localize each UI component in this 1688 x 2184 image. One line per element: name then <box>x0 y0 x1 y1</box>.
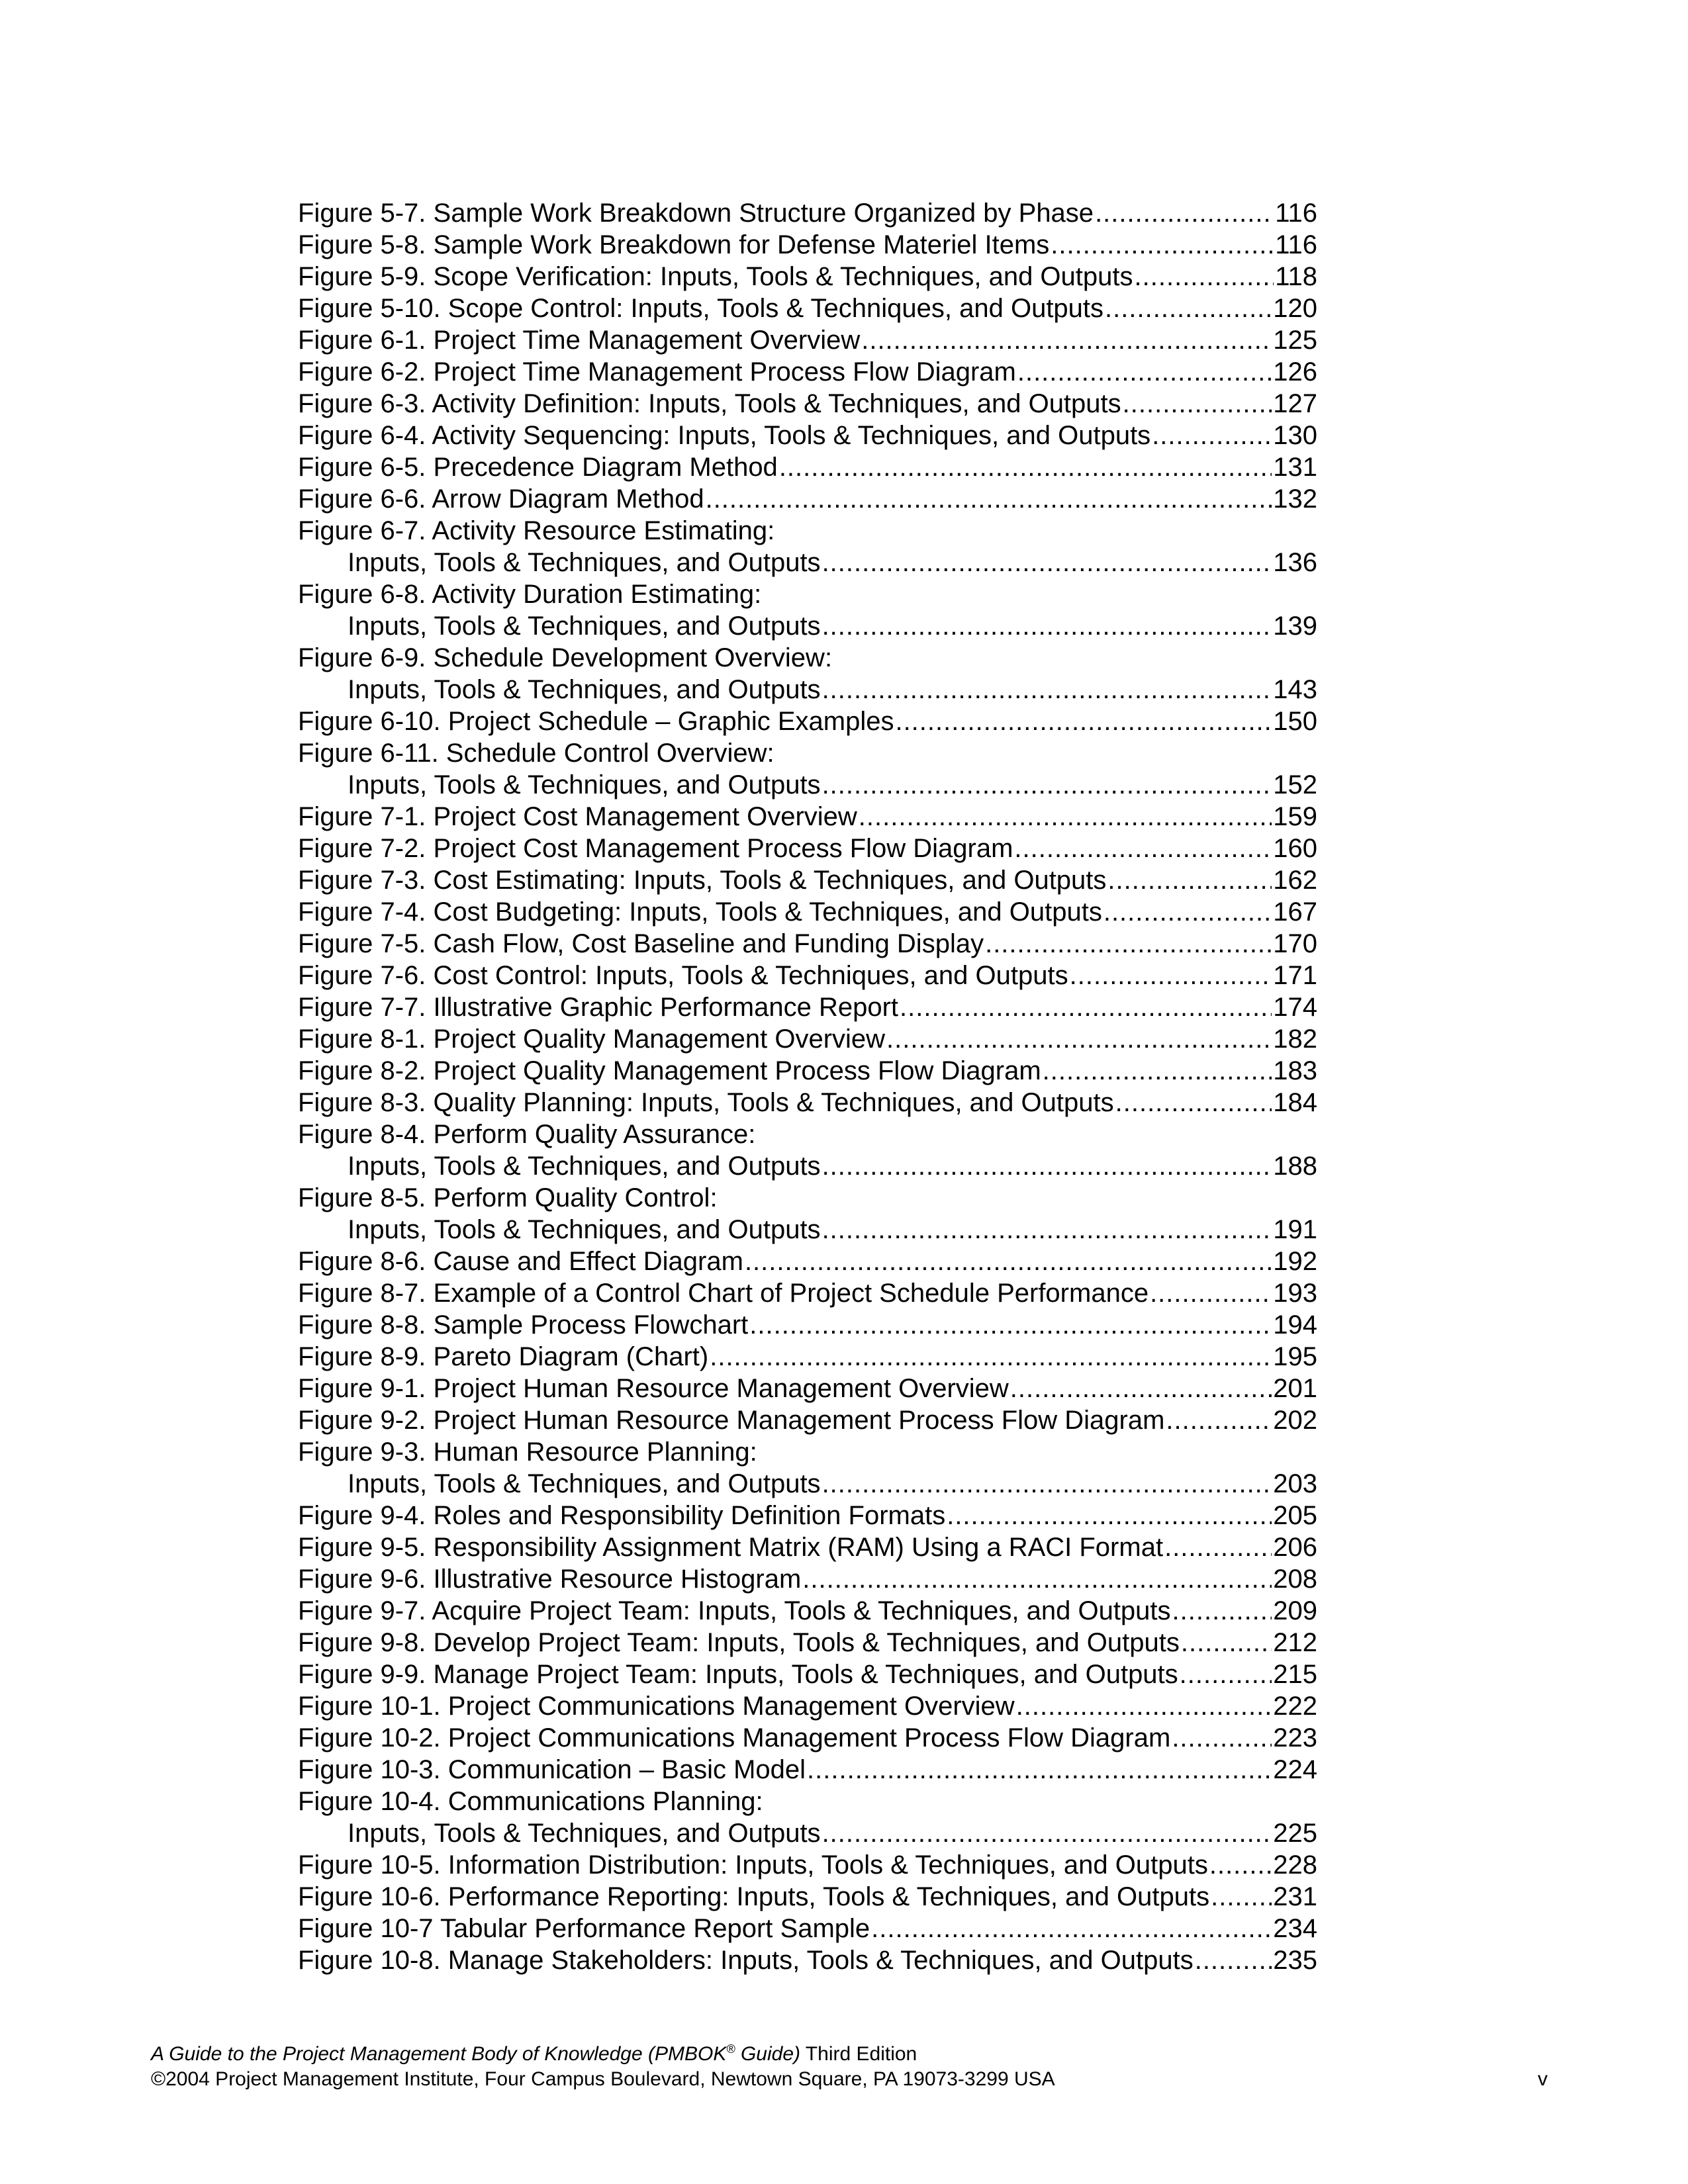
toc-entry-page: 184 <box>1273 1088 1317 1117</box>
dot-leader <box>1172 1722 1272 1754</box>
toc-entry-title: Inputs, Tools & Techniques, and Outputs <box>348 1469 821 1498</box>
toc-entry-page: 132 <box>1273 484 1317 514</box>
toc-entry[interactable] <box>298 1722 1317 1754</box>
toc-entry-title: Figure 9-7. Acquire Project Team: Inputs, Tools & Techniques, and Outputs <box>298 1596 1171 1625</box>
dot-leader <box>822 1468 1272 1500</box>
toc-entry-title: Inputs, Tools & Techniques, and Outputs <box>348 612 821 641</box>
toc-entry-page: 205 <box>1273 1501 1317 1530</box>
dot-leader <box>1105 293 1272 324</box>
toc-entry-title: Figure 5-9. Scope Verification: Inputs, Tools & Techniques, and Outputs <box>298 262 1133 291</box>
toc-entry[interactable] <box>298 1817 1317 1849</box>
toc-entry[interactable] <box>298 1627 1317 1659</box>
toc-entry[interactable] <box>298 1118 1317 1150</box>
toc-entry-title: Figure 10-7 Tabular Performance Report Sample <box>298 1914 870 1943</box>
toc-entry-page: 171 <box>1273 961 1317 990</box>
toc-entry[interactable] <box>298 1881 1317 1913</box>
toc-entry[interactable] <box>298 197 1317 229</box>
toc-entry-page: 152 <box>1273 770 1317 799</box>
toc-entry[interactable] <box>298 801 1317 833</box>
toc-entry[interactable] <box>298 1468 1317 1500</box>
toc-entry[interactable] <box>298 1023 1317 1055</box>
dot-leader <box>822 769 1272 801</box>
toc-entry-page: 150 <box>1273 707 1317 736</box>
dot-leader <box>779 451 1272 483</box>
toc-entry[interactable] <box>298 1754 1317 1786</box>
toc-entry-title: Figure 8-8. Sample Process Flowchart <box>298 1310 749 1340</box>
toc-entry-title: Inputs, Tools & Techniques, and Outputs <box>348 1215 821 1244</box>
toc-entry[interactable] <box>298 960 1317 991</box>
dot-leader <box>861 324 1272 356</box>
dot-leader <box>749 1309 1272 1341</box>
dot-leader <box>1123 388 1272 420</box>
toc-entry-page: 193 <box>1273 1279 1317 1308</box>
dot-leader <box>822 1150 1272 1182</box>
toc-entry[interactable] <box>298 578 1317 610</box>
toc-entry[interactable] <box>298 261 1317 293</box>
toc-entry[interactable] <box>298 229 1317 261</box>
toc-entry[interactable] <box>298 991 1317 1023</box>
toc-entry-page: 202 <box>1273 1406 1317 1435</box>
toc-entry-title: Figure 6-5. Precedence Diagram Method <box>298 453 778 482</box>
dot-leader <box>886 1023 1272 1055</box>
toc-entry-title: Figure 8-7. Example of a Control Chart of Project Schedule Performance <box>298 1279 1149 1308</box>
toc-entry-page: 224 <box>1273 1755 1317 1784</box>
page-number: v <box>1538 2068 1548 2090</box>
footer-title-prefix: A Guide to the Project Management Body of Knowledge (PMBOK <box>151 2043 727 2065</box>
toc-entry[interactable] <box>298 1786 1317 1817</box>
toc-entry[interactable] <box>298 1849 1317 1881</box>
toc-entry-title: Figure 7-4. Cost Budgeting: Inputs, Tools & Techniques, and Outputs <box>298 897 1102 927</box>
toc-entry-page: 231 <box>1273 1882 1317 1911</box>
toc-entry[interactable] <box>298 705 1317 737</box>
toc-entry-title: Figure 9-6. Illustrative Resource Histogram <box>298 1565 802 1594</box>
toc-entry[interactable] <box>298 324 1317 356</box>
dot-leader <box>1107 864 1272 896</box>
dot-leader <box>706 483 1272 515</box>
toc-entry-title: Figure 9-5. Responsibility Assignment Matrix (RAM) Using a RACI Format <box>298 1533 1164 1562</box>
toc-entry-page: 116 <box>1275 230 1317 259</box>
toc-entry[interactable] <box>298 833 1317 864</box>
toc-entry-page: 209 <box>1273 1596 1317 1625</box>
dot-leader <box>1103 896 1272 928</box>
toc-entry-title: Inputs, Tools & Techniques, and Outputs <box>348 675 821 704</box>
toc-entry[interactable] <box>298 1913 1317 1944</box>
toc-entry[interactable] <box>298 1150 1317 1182</box>
toc-entry-title: Figure 6-7. Activity Resource Estimating: <box>298 516 775 545</box>
dot-leader <box>1209 1849 1272 1881</box>
toc-entry-page: 136 <box>1273 548 1317 577</box>
toc-entry[interactable] <box>298 483 1317 515</box>
toc-entry-page: 116 <box>1275 199 1317 228</box>
dot-leader <box>1181 1627 1272 1659</box>
dot-leader <box>900 991 1272 1023</box>
toc-entry-page: 188 <box>1273 1152 1317 1181</box>
dot-leader <box>822 610 1272 642</box>
dot-leader <box>802 1563 1272 1595</box>
page-footer <box>151 2042 1548 2092</box>
toc-entry[interactable] <box>298 1404 1317 1436</box>
toc-entry-title: Figure 9-2. Project Human Resource Management Process Flow Diagram <box>298 1406 1165 1435</box>
toc-entry-title: Figure 6-3. Activity Definition: Inputs, Tools & Techniques, and Outputs <box>298 389 1121 418</box>
toc-entry-title: Figure 7-7. Illustrative Graphic Performance Report <box>298 993 899 1022</box>
toc-entry-title: Figure 7-2. Project Cost Management Process Flow Diagram <box>298 834 1013 863</box>
toc-entry-page: 167 <box>1273 897 1317 927</box>
footer-copyright: ©2004 Project Management Institute, Four Campus Boulevard, Newtown Square, PA 19073-3299 USA <box>151 2068 1055 2090</box>
toc-entry-page: 223 <box>1273 1723 1317 1752</box>
toc-entry-title: Figure 9-1. Project Human Resource Management Overview <box>298 1374 1009 1403</box>
toc-entry-title: Figure 10-2. Project Communications Management Process Flow Diagram <box>298 1723 1171 1752</box>
toc-entry[interactable] <box>298 420 1317 451</box>
toc-entry-page: 195 <box>1273 1342 1317 1371</box>
toc-entry-title: Figure 8-1. Project Quality Management Overview <box>298 1024 886 1054</box>
toc-entry-page: 118 <box>1275 262 1317 291</box>
toc-entry[interactable] <box>298 769 1317 801</box>
dot-leader <box>985 928 1272 960</box>
toc-entry-page: 170 <box>1273 929 1317 958</box>
toc-entry[interactable] <box>298 1309 1317 1341</box>
toc-entry-page: 130 <box>1273 421 1317 450</box>
toc-entry-title: Figure 9-9. Manage Project Team: Inputs, Tools & Techniques, and Outputs <box>298 1660 1178 1689</box>
toc-entry-title: Figure 7-6. Cost Control: Inputs, Tools & Techniques, and Outputs <box>298 961 1068 990</box>
dot-leader <box>822 547 1272 578</box>
dot-leader <box>822 674 1272 705</box>
toc-entry[interactable] <box>298 1373 1317 1404</box>
dot-leader <box>1195 1944 1272 1976</box>
toc-entry[interactable] <box>298 674 1317 705</box>
dot-leader <box>807 1754 1272 1786</box>
footer-edition: Third Edition <box>800 2043 917 2065</box>
toc-entry-page: 206 <box>1273 1533 1317 1562</box>
toc-entry-title: Figure 5-8. Sample Work Breakdown for Defense Materiel Items <box>298 230 1050 259</box>
toc-entry[interactable] <box>298 1277 1317 1309</box>
toc-entry-page: 139 <box>1273 612 1317 641</box>
dot-leader <box>822 1214 1272 1246</box>
toc-entry-title: Figure 6-6. Arrow Diagram Method <box>298 484 704 514</box>
toc-entry[interactable] <box>298 1182 1317 1214</box>
toc-entry-page: 120 <box>1273 294 1317 323</box>
dot-leader <box>1172 1595 1272 1627</box>
dot-leader <box>710 1341 1272 1373</box>
toc-entry-title: Figure 10-5. Information Distribution: Inputs, Tools & Techniques, and Outputs <box>298 1850 1208 1880</box>
footer-book-title <box>151 2042 1548 2067</box>
toc-entry-page: 234 <box>1273 1914 1317 1943</box>
toc-entry-page: 222 <box>1273 1692 1317 1721</box>
toc-entry-page: 228 <box>1273 1850 1317 1880</box>
toc-entry[interactable] <box>298 1690 1317 1722</box>
toc-entry[interactable] <box>298 1500 1317 1531</box>
toc-entry[interactable] <box>298 1341 1317 1373</box>
dot-leader <box>947 1500 1272 1531</box>
toc-entry-title: Inputs, Tools & Techniques, and Outputs <box>348 1152 821 1181</box>
toc-entry-page: 208 <box>1273 1565 1317 1594</box>
dot-leader <box>1043 1055 1272 1087</box>
toc-entry-page: 125 <box>1273 326 1317 355</box>
toc-entry[interactable] <box>298 388 1317 420</box>
dot-leader <box>822 1817 1272 1849</box>
dot-leader <box>1164 1531 1272 1563</box>
dot-leader <box>1016 1690 1272 1722</box>
toc-entry-title: Figure 6-9. Schedule Development Overview: <box>298 643 833 672</box>
toc-entry-title: Figure 6-10. Project Schedule – Graphic Examples <box>298 707 894 736</box>
toc-entry-page: 215 <box>1273 1660 1317 1689</box>
toc-entry-title: Figure 9-4. Roles and Responsibility Definition Formats <box>298 1501 946 1530</box>
footer-title-suffix: Guide) <box>735 2043 801 2065</box>
dot-leader <box>1115 1087 1272 1118</box>
dot-leader <box>871 1913 1272 1944</box>
toc-entry-title: Inputs, Tools & Techniques, and Outputs <box>348 1819 821 1848</box>
dot-leader <box>1051 229 1274 261</box>
toc-entry[interactable] <box>298 610 1317 642</box>
dot-leader <box>1180 1659 1272 1690</box>
toc-entry[interactable] <box>298 1087 1317 1118</box>
toc-entry-page: 212 <box>1273 1628 1317 1657</box>
toc-entry-page: 162 <box>1273 866 1317 895</box>
dot-leader <box>1010 1373 1272 1404</box>
toc-entry-page: 131 <box>1273 453 1317 482</box>
toc-entry-title: Figure 6-8. Activity Duration Estimating: <box>298 580 762 609</box>
toc-entry-title: Figure 10-4. Communications Planning: <box>298 1787 763 1816</box>
toc-entry-page: 160 <box>1273 834 1317 863</box>
dot-leader <box>1017 356 1272 388</box>
toc-entry-title: Figure 8-9. Pareto Diagram (Chart) <box>298 1342 709 1371</box>
dot-leader <box>1095 197 1274 229</box>
dot-leader <box>1152 420 1272 451</box>
dot-leader <box>1070 960 1272 991</box>
registered-mark: ® <box>726 2042 735 2056</box>
toc-entry-title: Inputs, Tools & Techniques, and Outputs <box>348 548 821 577</box>
toc-entry-title: Figure 6-4. Activity Sequencing: Inputs, Tools & Techniques, and Outputs <box>298 421 1151 450</box>
toc-entry[interactable] <box>298 864 1317 896</box>
dot-leader <box>1135 261 1274 293</box>
toc-entry[interactable] <box>298 1944 1317 1976</box>
toc-entry-page: 203 <box>1273 1469 1317 1498</box>
toc-entry-title: Figure 5-10. Scope Control: Inputs, Tools & Techniques, and Outputs <box>298 294 1104 323</box>
toc-entry[interactable] <box>298 515 1317 547</box>
toc-entry[interactable] <box>298 1214 1317 1246</box>
toc-entry-title: Figure 8-4. Perform Quality Assurance: <box>298 1120 756 1149</box>
toc-entry-page: 126 <box>1273 357 1317 387</box>
toc-entry-page: 174 <box>1273 993 1317 1022</box>
toc-entry-title: Figure 6-11. Schedule Control Overview: <box>298 739 774 768</box>
toc-entry-page: 225 <box>1273 1819 1317 1848</box>
toc-entry-page: 191 <box>1273 1215 1317 1244</box>
toc-entry-title: Figure 7-1. Project Cost Management Overview <box>298 802 857 831</box>
toc-entry-title: Figure 9-3. Human Resource Planning: <box>298 1437 757 1467</box>
toc-entry[interactable] <box>298 1436 1317 1468</box>
toc-entry-title: Figure 7-3. Cost Estimating: Inputs, Tools & Techniques, and Outputs <box>298 866 1107 895</box>
toc-entry-page: 235 <box>1273 1946 1317 1975</box>
toc-entry-title: Figure 10-1. Project Communications Management Overview <box>298 1692 1015 1721</box>
toc-entry-page: 201 <box>1273 1374 1317 1403</box>
toc-entry[interactable] <box>298 547 1317 578</box>
toc-entry-title: Figure 8-5. Perform Quality Control: <box>298 1183 718 1212</box>
toc-entry-page: 127 <box>1273 389 1317 418</box>
toc-entry[interactable] <box>298 896 1317 928</box>
toc-entry[interactable] <box>298 293 1317 324</box>
toc-entry-page: 159 <box>1273 802 1317 831</box>
toc-entry[interactable] <box>298 451 1317 483</box>
toc-entry[interactable] <box>298 1531 1317 1563</box>
toc-entry-page: 194 <box>1273 1310 1317 1340</box>
toc-entry-title: Figure 8-3. Quality Planning: Inputs, Tools & Techniques, and Outputs <box>298 1088 1114 1117</box>
dot-leader <box>859 801 1272 833</box>
dot-leader <box>1150 1277 1272 1309</box>
toc-entry-title: Figure 9-8. Develop Project Team: Inputs, Tools & Techniques, and Outputs <box>298 1628 1180 1657</box>
toc-entry-title: Figure 6-1. Project Time Management Overview <box>298 326 861 355</box>
toc-entry-page: 143 <box>1273 675 1317 704</box>
toc-entry[interactable] <box>298 1659 1317 1690</box>
toc-entry-title: Figure 5-7. Sample Work Breakdown Structure Organized by Phase <box>298 199 1094 228</box>
toc-entry-title: Figure 7-5. Cash Flow, Cost Baseline and Funding Display <box>298 929 984 958</box>
toc-entry[interactable] <box>298 1055 1317 1087</box>
toc-entry[interactable] <box>298 1595 1317 1627</box>
toc-entry-page: 192 <box>1273 1247 1317 1276</box>
dot-leader <box>1014 833 1272 864</box>
dot-leader <box>1211 1881 1272 1913</box>
toc-entry-page: 183 <box>1273 1056 1317 1085</box>
footer-copyright-line <box>151 2067 1548 2092</box>
toc-entry-page: 182 <box>1273 1024 1317 1054</box>
toc-entry[interactable] <box>298 928 1317 960</box>
toc-entry-title: Figure 10-6. Performance Reporting: Inputs, Tools & Techniques, and Outputs <box>298 1882 1210 1911</box>
toc-entry-title: Figure 6-2. Project Time Management Process Flow Diagram <box>298 357 1016 387</box>
toc-entry-title: Figure 8-6. Cause and Effect Diagram <box>298 1247 743 1276</box>
toc-entry[interactable] <box>298 737 1317 769</box>
toc-entry-title: Figure 10-8. Manage Stakeholders: Inputs, Tools & Techniques, and Outputs <box>298 1946 1194 1975</box>
toc-entry-title: Inputs, Tools & Techniques, and Outputs <box>348 770 821 799</box>
dot-leader <box>1166 1404 1272 1436</box>
figure-list <box>298 197 1317 1976</box>
dot-leader <box>895 705 1272 737</box>
toc-entry[interactable] <box>298 642 1317 674</box>
dot-leader <box>745 1246 1272 1277</box>
toc-entry-title: Figure 8-2. Project Quality Management Process Flow Diagram <box>298 1056 1041 1085</box>
toc-entry[interactable] <box>298 1563 1317 1595</box>
toc-entry-title: Figure 10-3. Communication – Basic Model <box>298 1755 806 1784</box>
toc-entry[interactable] <box>298 356 1317 388</box>
toc-entry[interactable] <box>298 1246 1317 1277</box>
